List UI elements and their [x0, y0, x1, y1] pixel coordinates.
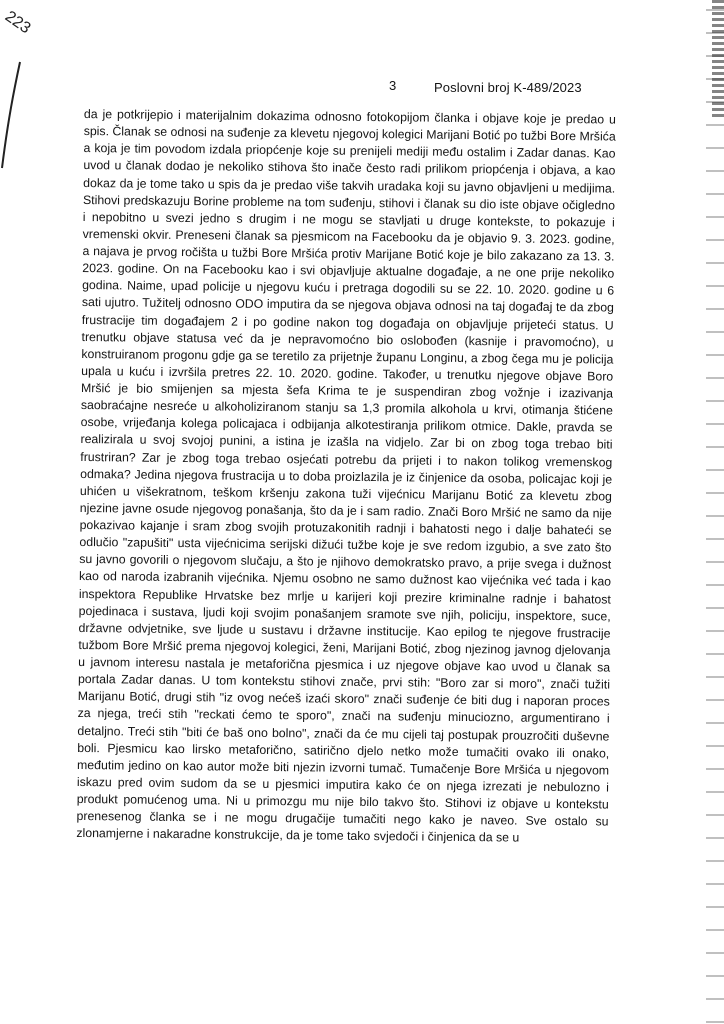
pen-stroke-mark — [0, 60, 28, 170]
page-number: 3 — [389, 78, 397, 93]
document-body — [76, 106, 616, 848]
scan-edge-noise-top — [712, 0, 724, 120]
case-number: Poslovni broj K-489/2023 — [434, 80, 582, 95]
page-header — [0, 78, 724, 100]
body-paragraph: da je potkrijepio i materijalnim dokazima odnosno fotokopijom članka i objave koje je predao u spis. Članak se odnosi na suđenje za klevetu njegovoj kolegici Marijani Botić po tužbi Bore Mršića a koja je tim povodom izdala priopćenje koje su prenijeli mediji među ostalim i Zadar danas. Kao uvod u članak dodao je nekoliko stihova što inače često radi prilikom priopćenja i objava, a kao dokaz da je tome tako u spis da je predao više takvih uradaka koji su javno objavljeni u medijima. Stihovi predskazuju Borine probleme na tom suđenju, stihovi i članak su dio iste objave očigledno i nepobitno u svezi jedno s drugim i ne mogu se stavljati u druge kontekste, to pokazuje i vremenski okvir. Preneseni članak sa pjesmicom na Facebooku da je objavio 9. 3. 2023. godine, a najava je prvog ročišta u tužbi Bore Mršića protiv Marijane Botić koje je bilo zakazano za 13. 3. 2023. godine. On na Facebooku kao i svi objavljuje aktualne događaje, a ne one prije nekoliko godina. Naime, upad policije u njegovu kuću i pretraga dogodili su se 22. 10. 2020. godine u 6 sati ujutro. Tužitelj odnosno ODO imputira da se njegova objava odnosi na taj događaj te da zbog frustracije tim događajem 2 i po godine nakon tog događaja on objavljuje prijeteći status. U trenutku objave statusa već da je nepravomoćno bio oslobođen (kasnije i pravomoćno), u konstruiranom progonu gdje ga se teretilo za prijetnje županu Longinu, a zbog čega mu je policija upala u kuću i izvršila pretres 22. 10. 2020. godine. Također, u trenutku njegove objave Boro Mršić je bio smijenjen sa mjesta šefa Krima te je suspendiran zbog vožnje i izazivanja saobraćajne nesreće u alkoholiziranom stanju sa 1,3 promila alkohola u krvi, otimanja štićene osobe, vrijeđanja kolega policajaca i odbijanja alkotestiranja prilikom otmice. Dakle, pravda se realizirala u svoj svojoj punini, a istina je izašla na vidjelo. Zar bi on zbog toga trebao biti frustriran? Zar je zbog toga trebao osjećati potrebu da prijeti i to nakon tolikog vremenskog odmaka? Jedina njegova frustracija u to doba proizlazila je iz činjenice da osoba, policajac koji je uhićen u višekratnom, teškom kršenju zakona tuži vijećnicu Marijanu Botić za klevetu zbog njezine javne osude njegovog ponašanja, što da je i sam radio. Znači Boro Mršić ne samo da nije pokazivao kajanje i sram zbog svojih protuzakonitih radnji i bahatosti nego i dalje bahateći se odlučio "zapušiti" usta vijećnicima serijski dižući tužbe koje je sve redom izgubio, a sve zato što su javno govorili o njegovom slučaju, a što je njihovo demokratsko pravo, a prije svega i dužnost kao od naroda izabranih vijećnika. Njemu osobno ne samo dužnost kao vijećnika već tada i kao inspektora Republike Hrvatske bez mrlje u karijeri koji prezire kriminalne radnje i bahatost pojedinaca i sustava, ljudi koji svojim ponašanjem sramote sve njih, policiju, inspektore, suce, državne odvjetnike, sve ljude u sustavu i državne institucije. Kao epilog te njegove frustracije tužbom Bore Mršić prema njegovoj kolegici, ženi, Marijani Botić, zbog njezinog javnog djelovanja u javnom interesu nastala je metaforična pjesmica i uz njegove objave kao uvod u članak sa portala Zadar danas. U tom kontekstu stihovi znače, prvi stih: "Boro zar si moro", znači tužiti Marijanu Botić, drugi stih "iz ovog nećeš izaći skoro" znači suđenje će biti dug i naporan proces za njega, treći stih "reckati ćemo te sporo", znači na suđenju minuciozno, argumentirano i detaljno. Treći stih "biti će baš ono bolno", znači da će mu cijeli taj postupak prouzročiti duševne boli. Pjesmicu kao lirsko metaforično, satirično djelo netko može tumačiti ovako ili onako, međutim jedino on kao autor može biti njezin izvorni tumač. Tumačenje Bore Mršića u njegovom iskazu pred ovim sudom da se u pjesmici imputira kako će on njega izrezati je nebulozno i produkt pomućenog uma. Ni u primozgu mu nije bilo takvo što. Stihovi iz objave u kontekstu prenesenog članka se i ne mogu drugačije tumačiti nego kako je naveo. Sve ostalo su zlonamjerne i nakaradne konstrukcije, da je tome tako svjedoči i činjenica da se u — [76, 106, 616, 845]
handwritten-corner-mark: 223 — [1, 7, 34, 38]
scan-edge-noise — [706, 0, 724, 1024]
